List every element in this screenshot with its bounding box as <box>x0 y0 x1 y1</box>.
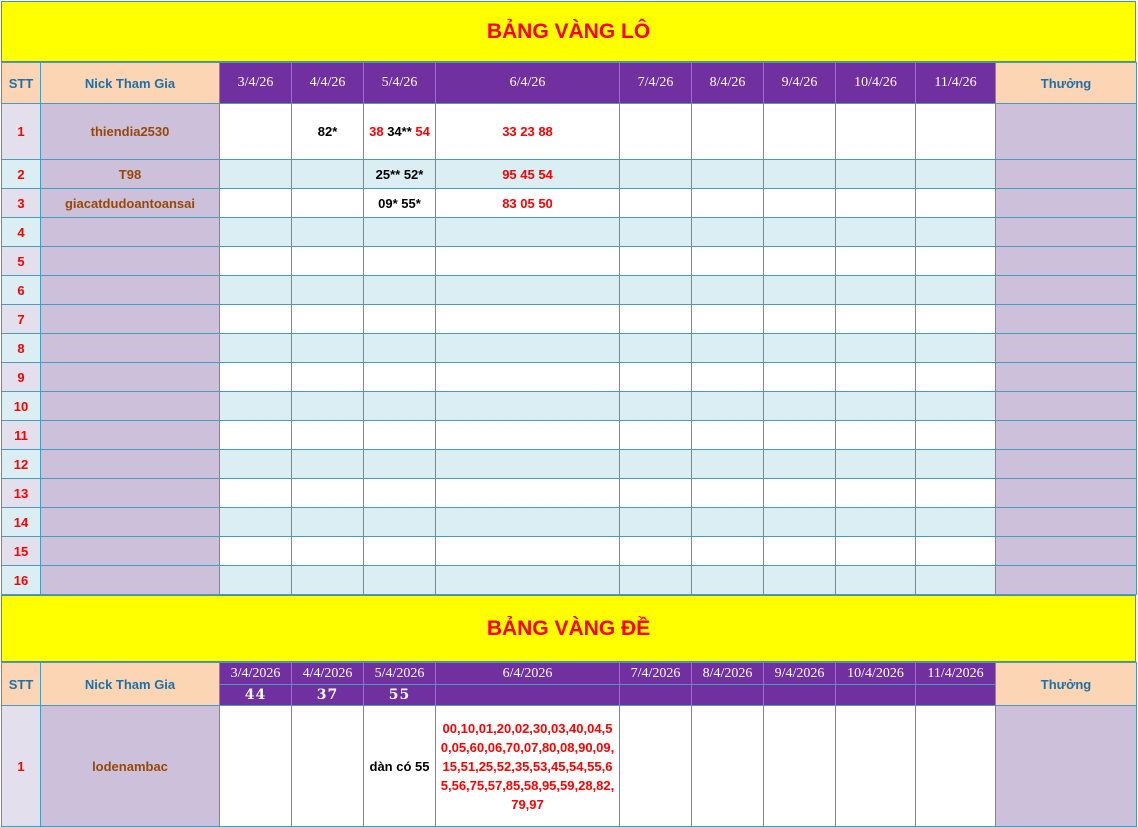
lo-table-row <box>2 247 1137 276</box>
lo-row-date-cell[interactable] <box>436 218 620 247</box>
lo-row-date-cell[interactable] <box>436 479 620 508</box>
lo-row-thuong <box>996 392 1137 421</box>
lo-row-date-cell[interactable] <box>292 537 364 566</box>
lo-row-date-cell[interactable] <box>436 305 620 334</box>
de-row-date-cell[interactable] <box>220 706 292 827</box>
lo-row-date-cell[interactable] <box>220 104 292 160</box>
lo-row-thuong <box>996 218 1137 247</box>
lo-row-thuong <box>996 334 1137 363</box>
lo-table-row <box>2 566 1137 595</box>
lo-header-date: 5/4/26 <box>364 63 436 104</box>
lo-row-stt: 12 <box>2 450 41 479</box>
lo-row-date-cell[interactable] <box>916 392 996 421</box>
lo-row-date-cell[interactable] <box>916 421 996 450</box>
lo-row-thuong <box>996 566 1137 595</box>
lo-row-date-cell[interactable] <box>620 508 692 537</box>
lo-row-date-cell[interactable] <box>436 421 620 450</box>
lo-row-date-cell[interactable] <box>436 537 620 566</box>
lo-row-date-cell[interactable] <box>764 479 836 508</box>
lo-row-date-cell[interactable] <box>220 479 292 508</box>
lo-row-date-cell[interactable] <box>916 363 996 392</box>
lo-row-date-cell[interactable] <box>220 305 292 334</box>
lo-row-date-cell[interactable] <box>764 189 836 218</box>
de-header-thuong: Thưởng <box>996 663 1137 706</box>
lo-row-date-cell[interactable] <box>692 189 764 218</box>
de-header-date: 11/4/2026 <box>916 663 996 685</box>
lo-row-date-cell[interactable] <box>364 508 436 537</box>
lo-row-stt: 3 <box>2 189 41 218</box>
lo-row-date-cell[interactable]: 33 23 88 <box>436 104 620 160</box>
lo-row-date-cell[interactable] <box>364 276 436 305</box>
de-row-date-cell[interactable] <box>692 706 764 827</box>
lo-row-date-cell[interactable] <box>220 508 292 537</box>
lo-table-row <box>2 334 1137 363</box>
lo-pick-number: 09* 55* <box>378 195 421 211</box>
lo-row-date-cell[interactable] <box>692 450 764 479</box>
lo-header-date: 8/4/26 <box>692 63 764 104</box>
lo-row-date-cell[interactable] <box>692 305 764 334</box>
lo-row-date-cell[interactable] <box>764 104 836 160</box>
lo-row-date-cell[interactable] <box>764 537 836 566</box>
lo-table-row <box>2 479 1137 508</box>
lo-row-date-cell[interactable] <box>364 566 436 595</box>
lo-row-date-cell[interactable] <box>620 276 692 305</box>
lo-row-nick <box>41 334 220 363</box>
lo-row-date-cell[interactable] <box>836 421 916 450</box>
de-result-value <box>836 685 916 706</box>
de-header-date: 5/4/2026 <box>364 663 436 685</box>
lo-row-date-cell[interactable] <box>916 334 996 363</box>
lo-table-row <box>2 160 1137 189</box>
lo-row-nick: T98 <box>41 160 220 189</box>
lo-row-date-cell[interactable] <box>692 247 764 276</box>
lo-row-date-cell[interactable] <box>692 334 764 363</box>
lo-row-date-cell[interactable] <box>620 392 692 421</box>
lo-row-date-cell[interactable] <box>436 363 620 392</box>
lo-row-nick: giacatdudoantoansai <box>41 189 220 218</box>
lo-row-date-cell[interactable] <box>364 218 436 247</box>
lo-row-date-cell[interactable] <box>916 305 996 334</box>
lo-row-nick <box>41 421 220 450</box>
lo-row-date-cell[interactable] <box>764 305 836 334</box>
lo-row-date-cell[interactable] <box>620 421 692 450</box>
lo-header-date: 4/4/26 <box>292 63 364 104</box>
lo-row-date-cell[interactable] <box>836 537 916 566</box>
de-row-thuong <box>996 706 1137 827</box>
lo-row-date-cell[interactable] <box>620 247 692 276</box>
lo-row-date-cell[interactable] <box>436 247 620 276</box>
de-header-nick: Nick Tham Gia <box>41 663 220 706</box>
lo-row-date-cell[interactable] <box>620 363 692 392</box>
lo-row-date-cell[interactable] <box>692 218 764 247</box>
lo-row-date-cell[interactable] <box>764 508 836 537</box>
de-header-stt: STT <box>2 663 41 706</box>
de-header-date: 9/4/2026 <box>764 663 836 685</box>
lo-header-date: 11/4/26 <box>916 63 996 104</box>
lo-row-date-cell[interactable] <box>620 334 692 363</box>
lo-row-date-cell[interactable] <box>292 305 364 334</box>
de-banner-title: BẢNG VÀNG ĐỀ <box>1 595 1136 662</box>
lo-row-stt: 4 <box>2 218 41 247</box>
lo-row-date-cell[interactable] <box>220 363 292 392</box>
lo-row-date-cell[interactable] <box>764 566 836 595</box>
lo-row-stt: 14 <box>2 508 41 537</box>
lo-row-date-cell[interactable] <box>220 566 292 595</box>
de-row-date-cell[interactable] <box>620 706 692 827</box>
lo-row-date-cell[interactable] <box>436 334 620 363</box>
lo-row-date-cell[interactable] <box>836 392 916 421</box>
lo-row-date-cell[interactable] <box>836 305 916 334</box>
lo-row-date-cell[interactable] <box>220 189 292 218</box>
de-result-value: 44 <box>220 685 292 706</box>
lo-banner-title: BẢNG VÀNG LÔ <box>1 1 1136 62</box>
lo-row-thuong <box>996 479 1137 508</box>
lo-row-date-cell[interactable] <box>292 276 364 305</box>
lo-table <box>1 62 1137 595</box>
lo-row-date-cell[interactable] <box>620 189 692 218</box>
de-result-value <box>916 685 996 706</box>
lo-row-date-cell[interactable] <box>764 334 836 363</box>
lo-row-nick <box>41 537 220 566</box>
lo-row-stt: 10 <box>2 392 41 421</box>
lo-header-date: 10/4/26 <box>836 63 916 104</box>
lo-row-nick <box>41 305 220 334</box>
lo-row-date-cell[interactable] <box>692 392 764 421</box>
lo-row-date-cell[interactable] <box>836 363 916 392</box>
lo-row-date-cell[interactable] <box>836 276 916 305</box>
lo-row-date-cell[interactable] <box>916 218 996 247</box>
lo-pick-number: 25** 52* <box>375 166 424 182</box>
lo-row-date-cell[interactable] <box>292 421 364 450</box>
lo-row-date-cell[interactable] <box>836 189 916 218</box>
lo-row-date-cell[interactable] <box>364 160 436 189</box>
lo-row-date-cell[interactable] <box>220 334 292 363</box>
lo-row-date-cell[interactable] <box>764 160 836 189</box>
lo-row-date-cell[interactable] <box>436 450 620 479</box>
lo-row-date-cell[interactable] <box>364 334 436 363</box>
de-result-value: 37 <box>292 685 364 706</box>
lo-row-thuong <box>996 363 1137 392</box>
lo-row-date-cell[interactable] <box>916 566 996 595</box>
lo-row-date-cell[interactable] <box>836 247 916 276</box>
lo-row-date-cell[interactable] <box>916 276 996 305</box>
lo-row-date-cell[interactable] <box>692 421 764 450</box>
lo-table-row <box>2 104 1137 160</box>
lo-row-date-cell[interactable] <box>764 363 836 392</box>
lo-row-date-cell[interactable] <box>916 247 996 276</box>
lo-row-date-cell[interactable] <box>364 305 436 334</box>
de-result-value <box>620 685 692 706</box>
de-result-value <box>764 685 836 706</box>
lo-row-date-cell[interactable] <box>364 537 436 566</box>
lo-row-date-cell[interactable] <box>692 363 764 392</box>
lo-row-date-cell[interactable] <box>436 508 620 537</box>
lo-row-nick <box>41 276 220 305</box>
lo-row-date-cell[interactable] <box>764 218 836 247</box>
lo-row-date-cell[interactable] <box>364 247 436 276</box>
lo-row-stt: 6 <box>2 276 41 305</box>
de-header-row <box>2 663 1137 685</box>
de-row-date-cell[interactable]: dàn có 55 <box>364 706 436 827</box>
de-result-value <box>436 685 620 706</box>
lo-table-row <box>2 189 1137 218</box>
lo-header-date: 7/4/26 <box>620 63 692 104</box>
lo-header-date: 3/4/26 <box>220 63 292 104</box>
lo-row-date-cell[interactable] <box>836 160 916 189</box>
lo-row-date-cell[interactable] <box>692 160 764 189</box>
lo-row-date-cell[interactable] <box>836 218 916 247</box>
lo-row-date-cell[interactable] <box>764 392 836 421</box>
de-header-date: 8/4/2026 <box>692 663 764 685</box>
lo-row-date-cell[interactable]: 95 45 54 <box>436 160 620 189</box>
lo-header-date: 6/4/26 <box>436 63 620 104</box>
lo-row-date-cell[interactable] <box>692 508 764 537</box>
lo-row-stt: 9 <box>2 363 41 392</box>
de-row-date-cell[interactable] <box>292 706 364 827</box>
lo-row-date-cell[interactable] <box>364 189 436 218</box>
lo-row-stt: 15 <box>2 537 41 566</box>
lo-row-date-cell[interactable] <box>836 334 916 363</box>
lo-header-row <box>2 63 1137 104</box>
lo-row-nick <box>41 363 220 392</box>
lo-row-date-cell[interactable] <box>620 566 692 595</box>
lo-table-row <box>2 218 1137 247</box>
lo-row-date-cell[interactable] <box>620 479 692 508</box>
lo-row-date-cell[interactable] <box>364 479 436 508</box>
lo-row-stt: 8 <box>2 334 41 363</box>
lo-row-date-cell[interactable] <box>620 305 692 334</box>
lo-row-nick: thiendia2530 <box>41 104 220 160</box>
lo-row-date-cell[interactable] <box>620 160 692 189</box>
lo-row-thuong <box>996 189 1137 218</box>
lo-row-date-cell[interactable] <box>220 276 292 305</box>
lo-table-row <box>2 276 1137 305</box>
lo-row-stt: 5 <box>2 247 41 276</box>
de-table <box>1 662 1137 827</box>
lo-row-date-cell[interactable] <box>292 566 364 595</box>
lo-row-thuong <box>996 160 1137 189</box>
lo-row-date-cell[interactable] <box>836 508 916 537</box>
de-header-date: 10/4/2026 <box>836 663 916 685</box>
de-row-date-cell[interactable]: 00,10,01,20,02,30,03,40,04,50,05,60,06,70,07,80,08,90,09,15,51,25,52,35,53,45,54,55,65,56,75,57,85,58,95,59,28,82,79,97 <box>436 706 620 827</box>
de-header-date: 3/4/2026 <box>220 663 292 685</box>
lo-row-thuong <box>996 450 1137 479</box>
de-result-value: 55 <box>364 685 436 706</box>
lo-row-date-cell[interactable] <box>220 160 292 189</box>
lo-row-date-cell[interactable] <box>692 566 764 595</box>
lo-header-date: 9/4/26 <box>764 63 836 104</box>
lo-row-date-cell[interactable] <box>220 421 292 450</box>
lo-pick-number: 34** <box>383 124 416 139</box>
lo-row-date-cell[interactable] <box>364 104 436 160</box>
lo-row-date-cell[interactable] <box>292 189 364 218</box>
lo-row-date-cell[interactable] <box>436 392 620 421</box>
lo-header-thuong: Thưởng <box>996 63 1137 104</box>
lo-row-stt: 7 <box>2 305 41 334</box>
lo-row-date-cell[interactable] <box>292 450 364 479</box>
lo-row-date-cell[interactable] <box>292 160 364 189</box>
lo-row-nick <box>41 247 220 276</box>
lo-row-date-cell[interactable] <box>620 537 692 566</box>
lo-row-stt: 16 <box>2 566 41 595</box>
lo-table-row <box>2 508 1137 537</box>
lo-row-nick <box>41 566 220 595</box>
lo-row-date-cell[interactable] <box>292 334 364 363</box>
lo-row-date-cell[interactable] <box>916 479 996 508</box>
lo-row-date-cell[interactable] <box>292 247 364 276</box>
de-row-stt: 1 <box>2 706 41 827</box>
lo-row-stt: 2 <box>2 160 41 189</box>
de-result-value <box>692 685 764 706</box>
lo-row-date-cell[interactable] <box>836 104 916 160</box>
lo-pick-number: 38 <box>369 124 384 139</box>
lo-row-date-cell[interactable] <box>292 218 364 247</box>
lo-row-date-cell[interactable] <box>620 104 692 160</box>
lo-table-row <box>2 450 1137 479</box>
lo-row-date-cell[interactable] <box>836 450 916 479</box>
lo-row-date-cell[interactable]: 83 05 50 <box>436 189 620 218</box>
lo-table-row <box>2 421 1137 450</box>
lo-row-date-cell[interactable]: 82* <box>292 104 364 160</box>
de-table-row <box>2 706 1137 827</box>
lo-header-stt: STT <box>2 63 41 104</box>
lo-row-date-cell[interactable] <box>764 276 836 305</box>
lo-row-date-cell[interactable] <box>836 479 916 508</box>
lo-row-thuong <box>996 247 1137 276</box>
lo-row-date-cell[interactable] <box>916 104 996 160</box>
lo-table-row <box>2 363 1137 392</box>
lo-row-stt: 13 <box>2 479 41 508</box>
lo-row-date-cell[interactable] <box>292 392 364 421</box>
lo-row-date-cell[interactable] <box>916 189 996 218</box>
lo-row-date-cell[interactable] <box>292 479 364 508</box>
lo-row-date-cell[interactable] <box>916 508 996 537</box>
lo-row-date-cell[interactable] <box>220 392 292 421</box>
lo-pick-number: 54 <box>415 124 430 139</box>
lo-row-nick <box>41 479 220 508</box>
lo-row-stt: 1 <box>2 104 41 160</box>
lo-row-date-cell[interactable] <box>692 104 764 160</box>
de-row-date-cell[interactable] <box>836 706 916 827</box>
lo-table-row <box>2 537 1137 566</box>
de-row-date-cell[interactable] <box>764 706 836 827</box>
de-row-nick: lodenambac <box>41 706 220 827</box>
lo-row-date-cell[interactable] <box>620 450 692 479</box>
lo-row-date-cell[interactable] <box>916 537 996 566</box>
lo-row-date-cell[interactable] <box>692 479 764 508</box>
lo-row-date-cell[interactable] <box>292 363 364 392</box>
lo-row-date-cell[interactable] <box>836 566 916 595</box>
lo-row-thuong <box>996 508 1137 537</box>
lo-row-date-cell[interactable] <box>220 247 292 276</box>
lo-row-date-cell[interactable] <box>916 450 996 479</box>
lo-row-thuong <box>996 537 1137 566</box>
lo-row-date-cell[interactable] <box>364 421 436 450</box>
lo-row-date-cell[interactable] <box>916 160 996 189</box>
lo-row-nick <box>41 450 220 479</box>
lo-row-date-cell[interactable] <box>364 392 436 421</box>
de-header-date: 7/4/2026 <box>620 663 692 685</box>
lo-row-date-cell[interactable] <box>692 276 764 305</box>
lo-table-row <box>2 392 1137 421</box>
lo-row-date-cell[interactable] <box>692 537 764 566</box>
lo-row-nick <box>41 218 220 247</box>
lo-row-date-cell[interactable] <box>292 508 364 537</box>
lo-row-thuong <box>996 305 1137 334</box>
lo-row-date-cell[interactable] <box>764 247 836 276</box>
lo-row-date-cell[interactable] <box>364 450 436 479</box>
lo-header-nick: Nick Tham Gia <box>41 63 220 104</box>
lo-row-thuong <box>996 104 1137 160</box>
lo-row-nick <box>41 508 220 537</box>
de-header-date: 4/4/2026 <box>292 663 364 685</box>
lo-row-date-cell[interactable] <box>364 363 436 392</box>
lo-row-date-cell[interactable] <box>436 566 620 595</box>
lo-row-date-cell[interactable] <box>220 218 292 247</box>
de-row-date-cell[interactable] <box>916 706 996 827</box>
lo-row-date-cell[interactable] <box>436 276 620 305</box>
lo-row-stt: 11 <box>2 421 41 450</box>
lo-row-date-cell[interactable] <box>764 450 836 479</box>
lo-row-thuong <box>996 421 1137 450</box>
lo-row-date-cell[interactable] <box>764 421 836 450</box>
lo-table-row <box>2 305 1137 334</box>
de-header-date: 6/4/2026 <box>436 663 620 685</box>
lo-row-thuong <box>996 276 1137 305</box>
lo-row-date-cell[interactable] <box>620 218 692 247</box>
lo-row-date-cell[interactable] <box>220 537 292 566</box>
lo-row-nick <box>41 392 220 421</box>
lo-row-date-cell[interactable] <box>220 450 292 479</box>
